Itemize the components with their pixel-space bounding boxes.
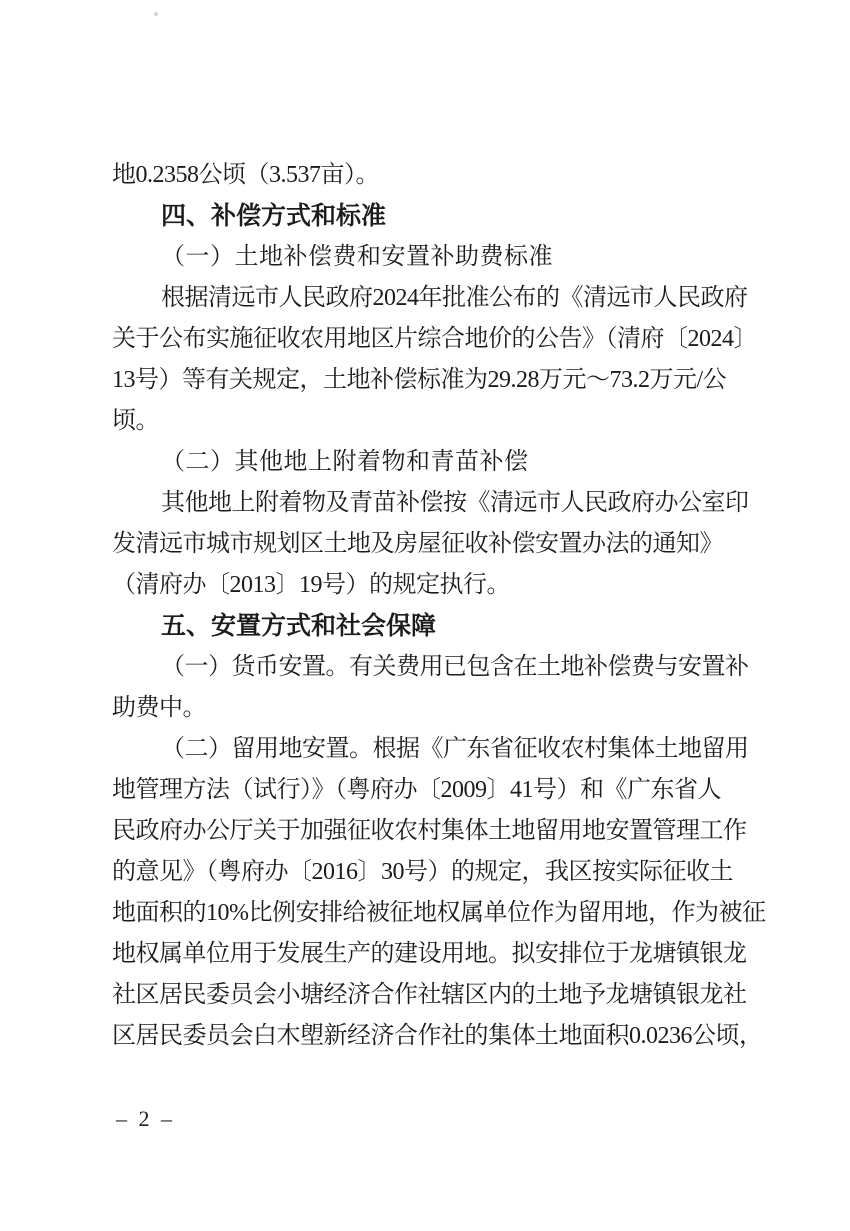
text-line: 发清远市城市规划区土地及房屋征收补偿安置办法的通知》 xyxy=(112,531,723,557)
text-line: （二）留用地安置。根据《广东省征收农村集体土地留用 xyxy=(161,736,749,762)
text-line: 地管理方法（试行）》（粤府办〔2009〕41号）和《广东省人 xyxy=(112,777,721,803)
page-number: – 2 – xyxy=(116,1106,175,1131)
text-line: 民政府办公厅关于加强征收农村集体土地留用地安置管理工作 xyxy=(112,818,747,844)
section-heading: 五、安置方式和社会保障 xyxy=(161,612,437,640)
text-line: 13号）等有关规定，土地补偿标准为29.28万元～73.2万元/公 xyxy=(112,367,727,393)
text-line: 其他地上附着物及青苗补偿按《清远市人民政府办公室印 xyxy=(161,490,749,516)
text-line: 助费中。 xyxy=(112,695,206,721)
text-line: 根据清远市人民政府2024年批准公布的《清远市人民政府 xyxy=(161,285,748,311)
section-heading: 四、补偿方式和标准 xyxy=(161,202,387,230)
scan-artifact-dot xyxy=(154,12,158,16)
text-line: 社区居民委员会小塘经济合作社辖区内的土地予龙塘镇银龙社 xyxy=(112,982,747,1008)
document-content xyxy=(112,155,792,1057)
sub-heading: （一）土地补偿费和安置补助费标准 xyxy=(161,244,553,270)
sub-heading: （二）其他地上附着物和青苗补偿 xyxy=(161,449,529,475)
text-line: 的意见》（粤府办〔2016〕30号）的规定，我区按实际征收土 xyxy=(112,859,733,885)
text-line: （清府办〔2013〕19号）的规定执行。 xyxy=(112,572,510,598)
text-line: 地面积的10%比例安排给被征地权属单位作为留用地，作为被征 xyxy=(112,900,766,926)
text-line: （一）货币安置。有关费用已包含在土地补偿费与安置补 xyxy=(161,654,749,680)
text-line: 地权属单位用于发展生产的建设用地。拟安排位于龙塘镇银龙 xyxy=(112,941,747,967)
text-line: 地0.2358公顷（3.537亩）。 xyxy=(112,162,379,188)
text-line: 顷。 xyxy=(112,408,159,434)
text-line: 区居民委员会白木塱新经济合作社的集体土地面积0.0236公顷， xyxy=(112,1023,763,1049)
text-line: 关于公布实施征收农用地区片综合地价的公告》（清府〔2024〕 xyxy=(112,326,757,352)
